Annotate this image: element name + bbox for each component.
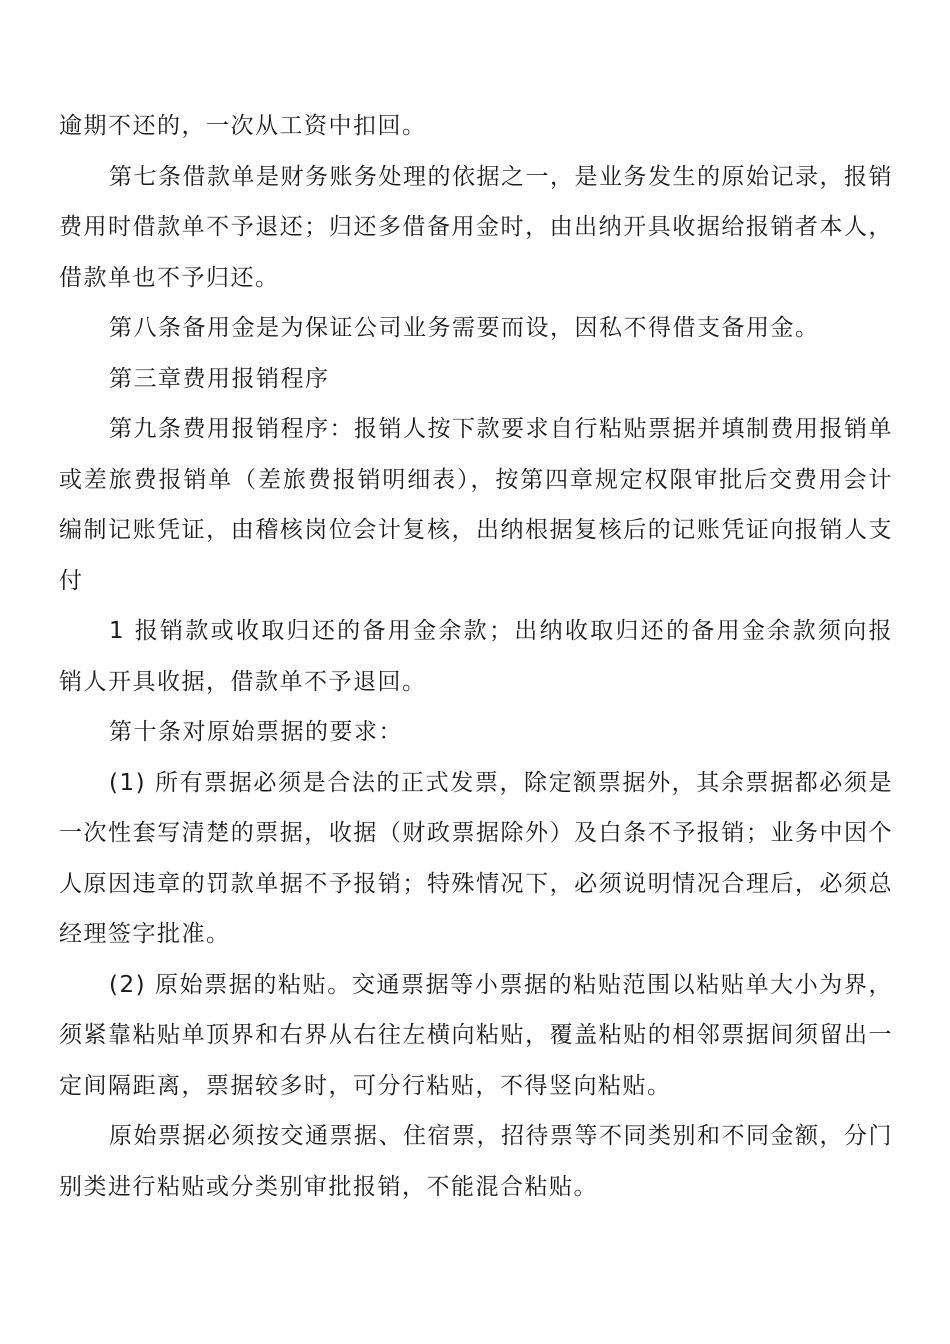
paragraph-article-10-item-2: (2) 原始票据的粘贴。交通票据等小票据的粘贴范围以粘贴单大小为界，须紧靠粘贴单顶界和右界从右往左横向粘贴，覆盖粘贴的相邻票据间须留出一定间隔距离，票据较多时，可分行粘贴，不得竖向粘贴。 [59,971,893,1099]
paragraph-article-7: 第七条借款单是财务账务处理的依据之一，是业务发生的原始记录，报销费用时借款单不予退还；归还多借备用金时，由出纳开具收据给报销者本人，借款单也不予归还。 [59,163,893,291]
paragraph-article-8: 第八条备用金是为保证公司业务需要而设，因私不得借支备用金。 [109,315,820,341]
paragraph-article-9: 第九条费用报销程序：报销人按下款要求自行粘贴票据并填制费用报销单或差旅费报销单（差旅费报销明细表），按第四章规定权限审批后交费用会计编制记账凭证，由稽核岗位会计复核，出纳根据复核后的记账凭证向报销人支付 [59,416,893,594]
paragraph-receipt-classification: 原始票据必须按交通票据、住宿票，招待票等不同类别和不同金额，分门别类进行粘贴或分类别审批报销，不能混合粘贴。 [59,1123,893,1200]
paragraph-article-10: 第十条对原始票据的要求： [109,719,403,745]
paragraph-overdue-repayment: 逾期不还的，一次从工资中扣回。 [59,113,427,139]
document-body [59,101,893,1212]
chapter-3-heading: 第三章费用报销程序 [109,365,330,392]
paragraph-article-10-item-1: (1) 所有票据必须是合法的正式发票，除定额票据外，其余票据都必须是一次性套写清楚的票据，收据（财政票据除外）及白条不予报销；业务中因个人原因违章的罚款单据不予报销；特殊情况下，必须说明情况合理后，必须总经理签字批准。 [59,769,893,947]
paragraph-article-9-item-1: 1 报销款或收取归还的备用金余款；出纳收取归还的备用金余款须向报销人开具收据，借款单不予退回。 [59,618,893,695]
